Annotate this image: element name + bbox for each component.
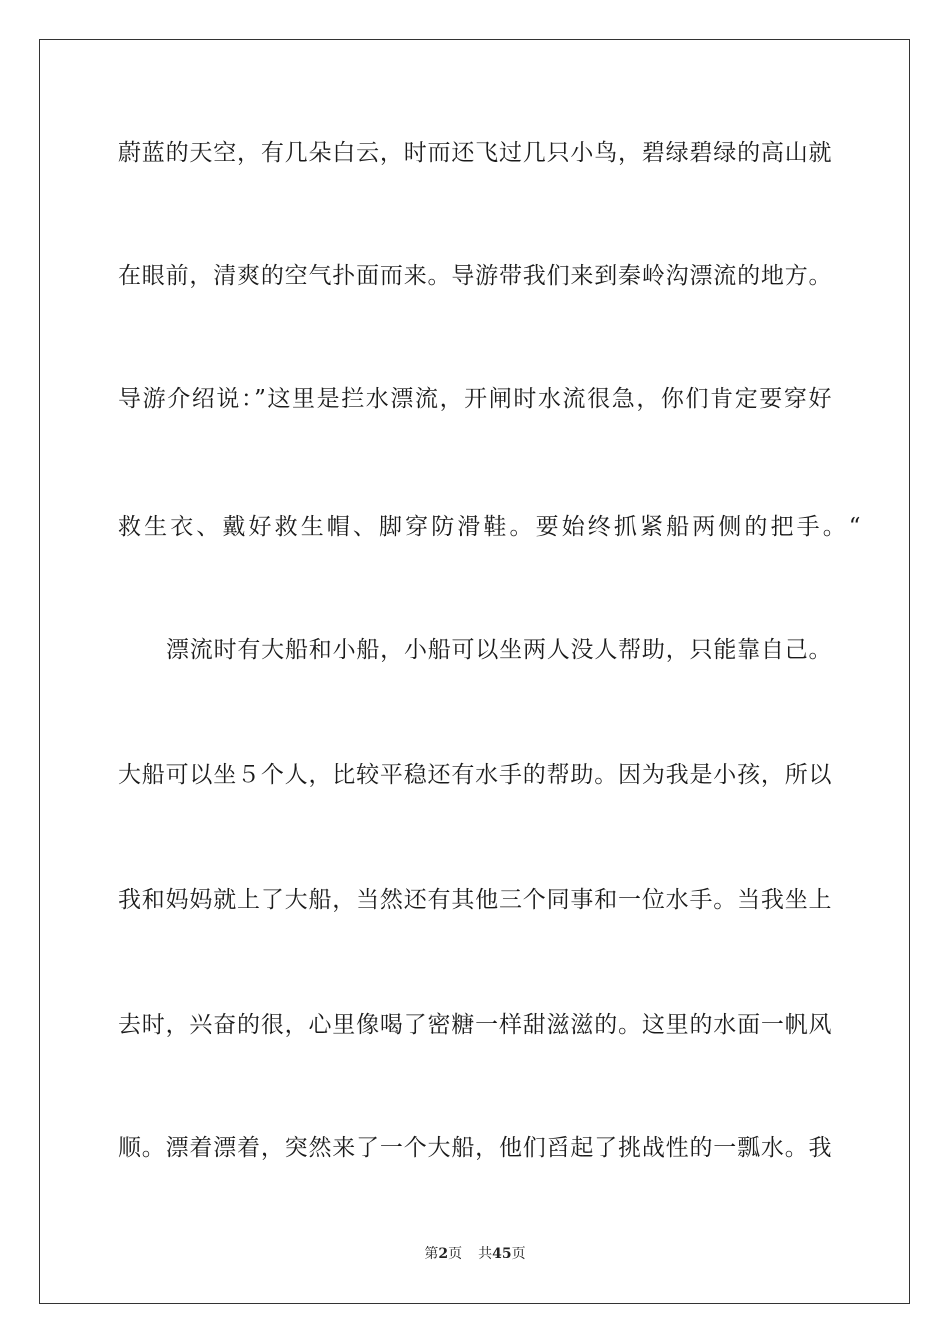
page-number: 2: [438, 1246, 449, 1262]
body-line-6: 大船可以坐５个人，比较平稳还有水手的帮助。因为我是小孩，所以: [118, 762, 832, 788]
body-line-9: 顺。漂着漂着，突然来了一个大船，他们舀起了挑战性的一瓢水。我: [118, 1135, 832, 1161]
body-line-7: 我和妈妈就上了大船，当然还有其他三个同事和一位水手。当我坐上: [118, 887, 832, 913]
page-suffix: 页: [448, 1246, 463, 1262]
body-line-3: 导游介绍说：”这里是拦水漂流，开闸时水流很急，你们肯定要穿好: [118, 386, 832, 412]
body-line-4: 救生衣、戴好救生帽、脚穿防滑鞋。要始终抓紧船两侧的把手。“: [118, 514, 864, 540]
body-line-2: 在眼前，清爽的空气扑面而来。导游带我们来到秦岭沟漂流的地方。: [118, 263, 832, 289]
page-prefix: 第: [424, 1246, 439, 1262]
body-line-1: 蔚蓝的天空，有几朵白云，时而还飞过几只小鸟，碧绿碧绿的高山就: [118, 140, 832, 166]
body-line-8: 去时，兴奋的很，心里像喝了密糖一样甜滋滋的。这里的水面一帆风: [118, 1012, 832, 1038]
page-footer: [0, 1245, 950, 1263]
total-prefix: 共: [478, 1246, 493, 1262]
total-suffix: 页: [511, 1246, 526, 1262]
body-line-5-paragraph-start: 漂流时有大船和小船，小船可以坐两人没人帮助，只能靠自己。: [166, 637, 832, 663]
page-border: [39, 39, 910, 1304]
total-pages: 45: [492, 1246, 512, 1262]
